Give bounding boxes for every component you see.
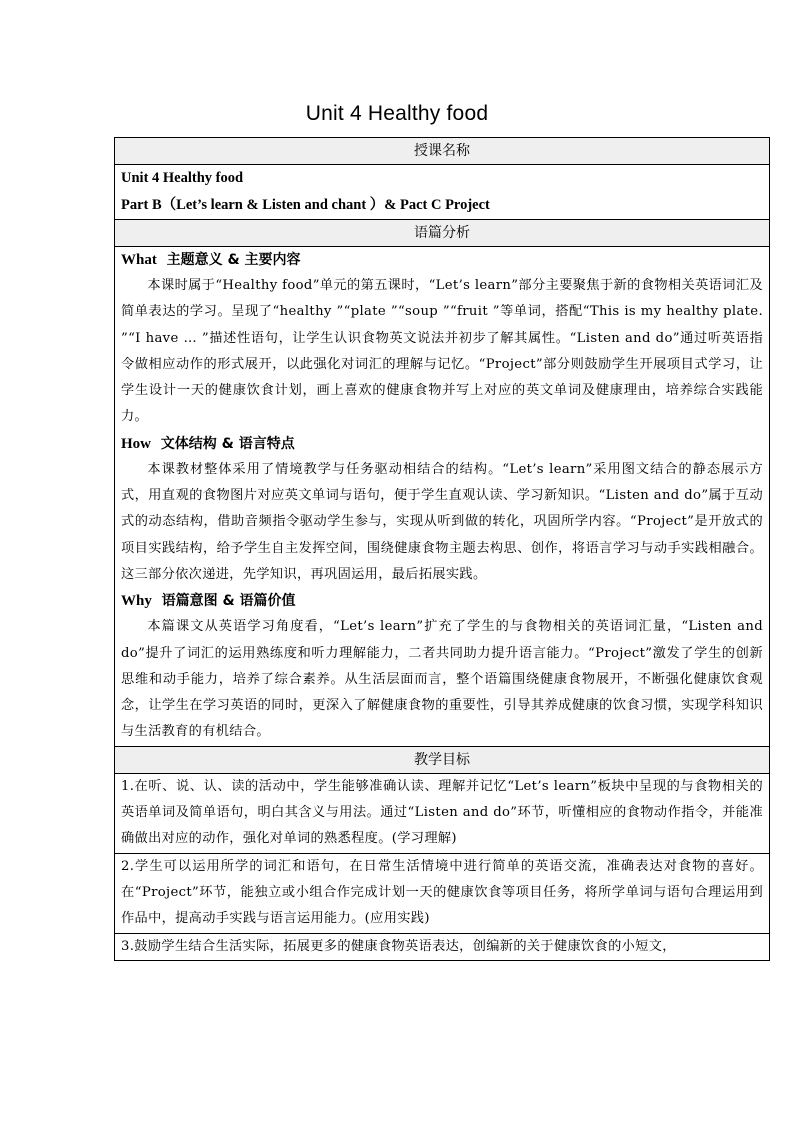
course-name-header: 授课名称 — [115, 138, 770, 165]
goal-item — [115, 774, 769, 854]
text-analysis-cell — [115, 247, 770, 747]
course-name-cell — [115, 165, 770, 220]
why-section-title — [121, 588, 763, 614]
what-title-zh: 主题意义 & 主要内容 — [166, 252, 301, 268]
how-title-zh: 文体结构 & 语言特点 — [160, 435, 295, 452]
teaching-goals-cell — [115, 773, 770, 960]
why-title-zh: 语篇意图 & 语篇价值 — [161, 593, 296, 610]
text-analysis-header: 语篇分析 — [115, 220, 770, 247]
goal-text-2: 2.学生可以运用所学的词汇和语句，在日常生活情境中进行简单的英语交流，准确表达对食物的喜好。在“Project”环节，能独立或小组合作完成计划一天的健康饮食等项目任务，将所学单词与语句合理运用到作品中，提高动手实践与语言运用能力。(应用实践) — [121, 858, 763, 927]
lesson-plan-table — [114, 137, 770, 961]
how-paragraph: 本课教材整体采用了情境教学与任务驱动相结合的结构。“Let’s learn”采用图文结合的静态展示方式，用直观的食物图片对应英文单词与语句，便于学生直观认读、学习新知识。“Listen and do”属于互动式的动态结构，借助音频指令驱动学生参与，实现从听到做的转化，巩固所学内容。“Project”是开放式的项目实践结构，给予学生自主发挥空间，围绕健康食物主题去构思、创作，将语言学习与动手实践相融合。这三部分依次递进，先学知识，再巩固运用，最后拓展实践。 — [121, 461, 763, 582]
teaching-goals-header: 教学目标 — [115, 746, 770, 773]
goal-item — [115, 934, 769, 960]
what-paragraph: 本课时属于“Healthy food”单元的第五课时，“Let’s learn”部分主要聚焦于新的食物相关英语词汇及简单表达的学习。呈现了“healthy ”“plate ”“soup ”“fruit ”等单词，搭配“This is my healthy plate. ”“I have … ”描述性语句，让学生认识食物英文说法并初步了解其属性。“Listen and do”通过听英语指令做相应动作的形式展开，以此强化对词汇的理解与记忆。“Project”部分则鼓励学生开展项目式学习，让学生设计一天的健康饮食计划，画上喜欢的健康食物并写上对应的英文单词及健康理由，培养综合实践能力。 — [121, 278, 763, 425]
how-title-en: How — [121, 435, 151, 452]
what-section-title — [121, 247, 763, 273]
document-title: Unit 4 Healthy food — [305, 102, 489, 125]
why-title-en: Why — [121, 593, 152, 610]
course-unit-title: Unit 4 Healthy food — [121, 170, 244, 186]
why-paragraph: 本篇课文从英语学习角度看，“Let’s learn”扩充了学生的与食物相关的英语词汇量，“Listen and do”提升了词汇的运用熟练度和听力理解能力，二者共同助力提升语言能力。“Project”激发了学生的创新思维和动手能力，培养了综合素养。从生活层面而言，整个语篇围绕健康食物展开，不断强化健康饮食观念，让学生在学习英语的同时，更深入了解健康食物的重要性，引导其养成健康的饮食习惯，实现学科知识与生活教育的有机结合。 — [121, 619, 763, 740]
how-section-title — [121, 431, 763, 457]
goal-text-1: 1.在听、说、认、读的活动中，学生能够准确认读、理解并记忆“Let’s learn”板块中呈现的与食物相关的英语单词及简单语句，明白其含义与用法。通过“Listen and do”环节，听懂相应的食物动作指令，并能准确做出对应的动作，强化对单词的熟悉程度。(学习理解) — [121, 778, 763, 847]
what-title-en: What — [121, 252, 157, 268]
goal-item — [115, 854, 769, 934]
course-part-title: Part B（Let’s learn & Listen and chant ）& Pact C Project — [121, 197, 490, 213]
goal-text-3: 3.鼓励学生结合生活实际，拓展更多的健康食物英语表达，创编新的关于健康饮食的小短文， — [121, 938, 676, 954]
